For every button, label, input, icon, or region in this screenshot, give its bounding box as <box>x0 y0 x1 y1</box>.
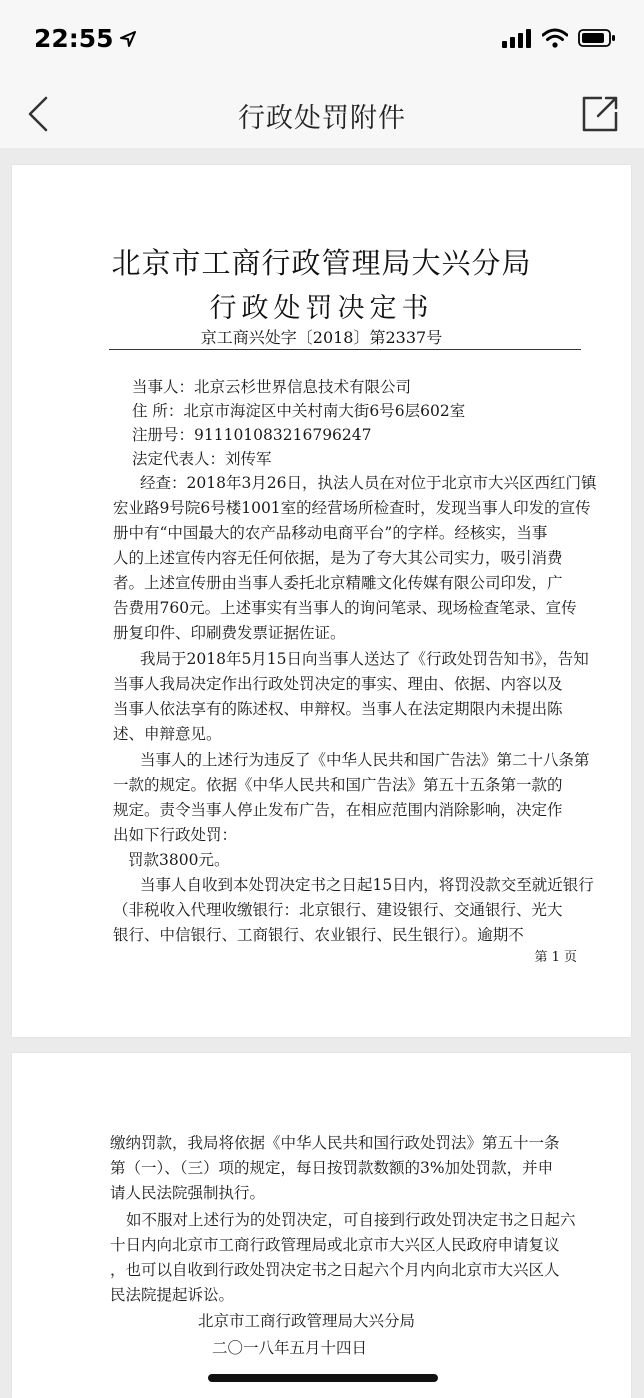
document-text-line: 册中有“中国最大的农产品移动电商平台”的字样。经核实，当事 <box>113 524 548 542</box>
document-text-line: 注册号：911101083216796247 <box>132 426 372 444</box>
document-body <box>12 165 631 1037</box>
document-text-line: ，也可以自收到行政处罚决定书之日起六个月内向北京市大兴区人 <box>110 1261 560 1279</box>
document-text-line: 第（一）、（三）项的规定，每日按罚款数额的3%加处罚款，并申 <box>110 1159 554 1177</box>
document-text-line: 如不服对上述行为的处罚决定，可自接到行政处罚决定书之日起六 <box>126 1211 576 1229</box>
document-text-line: 法定代表人：刘传军 <box>132 450 272 468</box>
document-text-line: 册复印件、印刷费发票证据佐证。 <box>113 624 346 642</box>
document-text-line: 民法院提起诉讼。 <box>110 1286 235 1304</box>
document-text-line: 当事人的上述行为违反了《中华人民共和国广告法》第二十八条第 <box>140 751 590 769</box>
document-text-line: 十日内向北京市工商行政管理局或北京市大兴区人民政府申请复议 <box>110 1236 560 1254</box>
document-body <box>12 1053 631 1398</box>
status-bar <box>0 0 644 82</box>
document-text-line: 当事人自收到本处罚决定书之日起15日内，将罚没款交至就近银行 <box>140 876 594 894</box>
document-page-1 <box>12 165 631 1037</box>
document-text-line: 罚款3800元。 <box>128 851 230 869</box>
document-text-line: 告费用760元。上述事实有当事人的询问笔录、现场检查笔录、宣传 <box>113 599 577 617</box>
wifi-icon <box>542 28 568 48</box>
nav-bar <box>0 82 644 148</box>
document-text-line: 住 所：北京市海淀区中关村南大街6号6层602室 <box>132 402 466 420</box>
document-text-line: 经查：2018年3月26日，执法人员在对位于北京市大兴区西红门镇 <box>140 474 597 492</box>
document-text-line: 宏业路9号院6号楼1001室的经营场所检查时，发现当事人印发的宣传 <box>113 499 591 517</box>
document-type-heading: 行政处罚决定书 <box>209 293 434 324</box>
document-text-line: 者。上述宣传册由当事人委托北京精雕文化传媒有限公司印发，广 <box>113 574 563 592</box>
status-time <box>34 24 136 53</box>
document-text-line: 北京市工商行政管理局大兴分局 <box>198 1312 416 1330</box>
document-text-line: 缴纳罚款，我局将依据《中华人民共和国行政处罚法》第五十一条 <box>110 1134 560 1152</box>
document-text-line: 当事人依法享有的陈述权、申辩权。当事人在法定期限内未提出陈 <box>113 700 563 718</box>
document-text-line: 述、申辩意见。 <box>113 725 222 743</box>
issuing-authority-heading: 北京市工商行政管理局大兴分局 <box>111 246 532 280</box>
document-text-line: 银行、中信银行、工商银行、农业银行、民生银行）。逾期不 <box>113 926 524 944</box>
location-arrow-icon <box>120 31 136 47</box>
page-title: 行政处罚附件 <box>238 103 406 134</box>
document-page-2 <box>12 1053 631 1398</box>
document-text-line: 规定。责令当事人停止发布广告，在相应范围内消除影响，决定作 <box>113 801 563 819</box>
document-text-line: 一款的规定。依据《中华人民共和国广告法》第五十五条第一款的 <box>113 776 563 794</box>
clock-text: 22:55 <box>34 24 114 53</box>
document-text-line: 人的上述宣传内容无任何依据，是为了夸大其公司实力，吸引消费 <box>113 549 563 567</box>
home-indicator <box>208 1374 438 1382</box>
share-button[interactable] <box>580 94 620 134</box>
document-number: 京工商兴处字〔2018〕第2337号 <box>200 328 443 347</box>
page-number: 第 1 页 <box>534 950 577 965</box>
cellular-signal-icon <box>502 28 532 48</box>
document-text-line: 我局于2018年5月15日向当事人送达了《行政处罚告知书》，告知 <box>140 650 589 668</box>
document-text-line: 当事人我局决定作出行政处罚决定的事实、理由、依据、内容以及 <box>113 675 563 693</box>
document-text-line: 请人民法院强制执行。 <box>110 1184 266 1202</box>
document-text-line: （非税收入代理收缴银行：北京银行、建设银行、交通银行、光大 <box>113 901 563 919</box>
document-text-line: 二〇一八年五月十四日 <box>212 1339 368 1357</box>
status-indicators <box>502 28 616 48</box>
document-text-line: 出如下行政处罚： <box>113 826 238 844</box>
share-icon <box>580 94 620 134</box>
document-text-line: 当事人：北京云杉世界信息技术有限公司 <box>132 378 412 396</box>
battery-icon <box>578 28 616 48</box>
